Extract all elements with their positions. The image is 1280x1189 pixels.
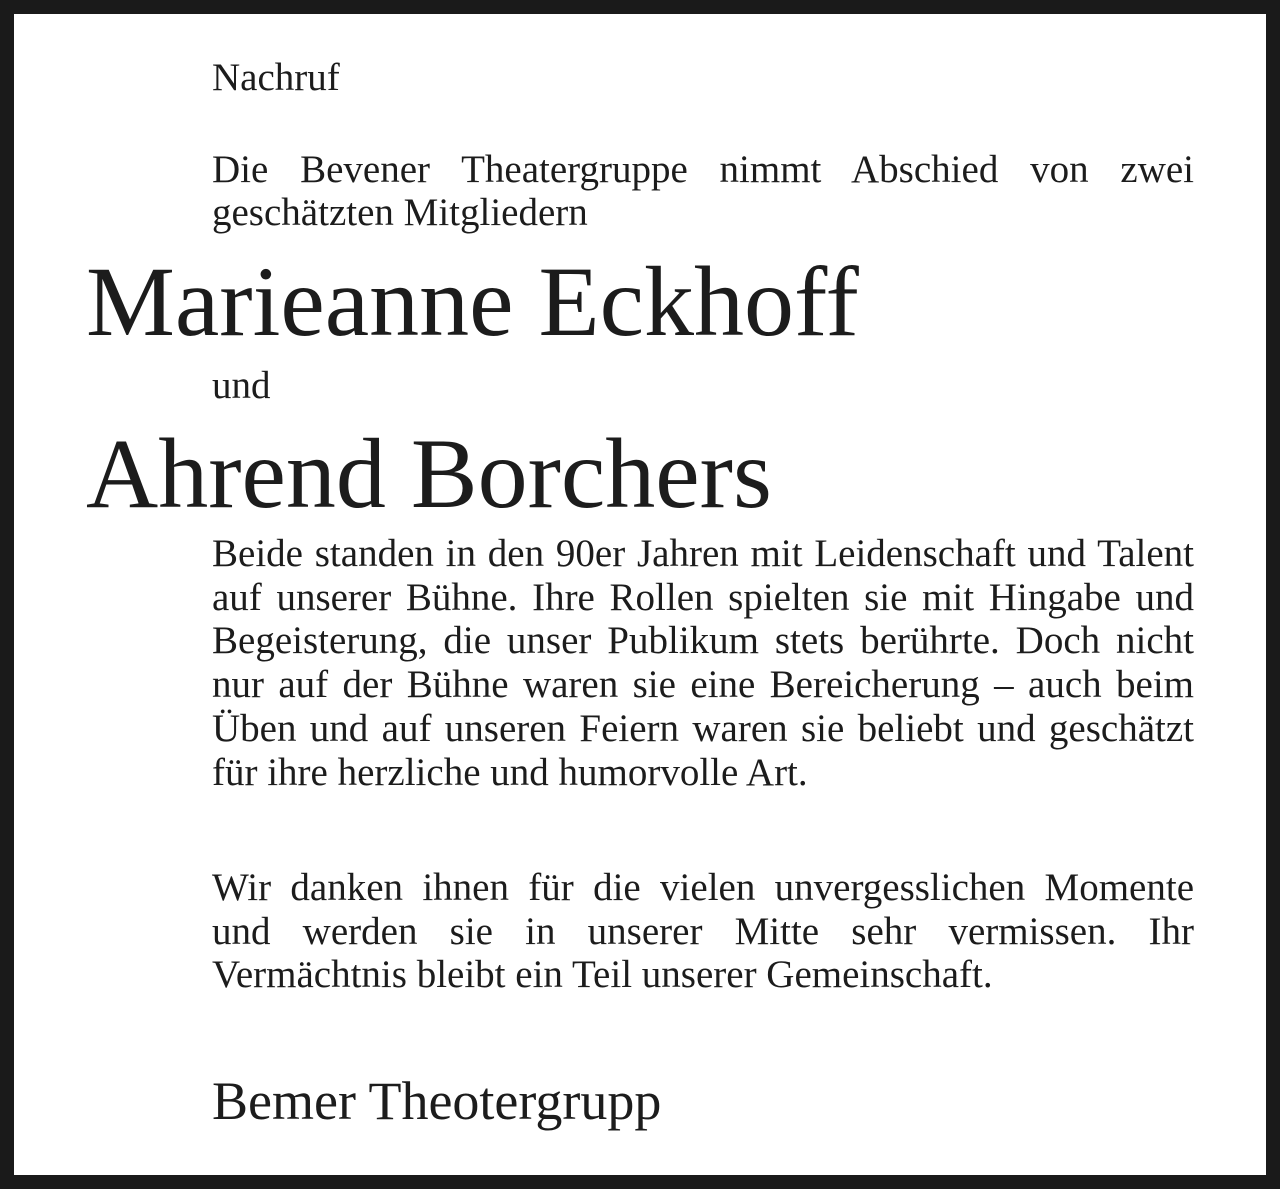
intro-text: Die Bevener Theatergruppe nimmt Abschied von zwei geschätzten Mitgliedern — [212, 148, 1194, 234]
tribute-paragraph-1: Beide standen in den 90er Jahren mit Leidenschaft und Talent auf unserer Bühne. Ihre Rollen spielten sie mit Hingabe und Begeisterung, die unser Publikum stets berührte. Doch nicht nur auf der Bühne waren sie eine Bereicherung – auch beim Üben und auf unseren Feiern waren sie beliebt und geschätzt für ihre herzliche und humorvolle Art. — [212, 532, 1194, 794]
deceased-name-2: Ahrend Borchers — [86, 418, 772, 529]
connector-text: und — [212, 364, 271, 407]
tribute-paragraph-2: Wir danken ihnen für die vielen unvergesslichen Momente und werden sie in unserer Mitte sehr vermissen. Ihr Vermächtnis bleibt ein Teil unserer Gemeinschaft. — [212, 866, 1194, 997]
notice-heading: Nachruf — [212, 56, 340, 99]
obituary-notice — [14, 14, 1266, 1175]
deceased-name-1: Marieanne Eckhoff — [86, 246, 859, 357]
signature: Bemer Theotergrupp — [212, 1071, 662, 1131]
